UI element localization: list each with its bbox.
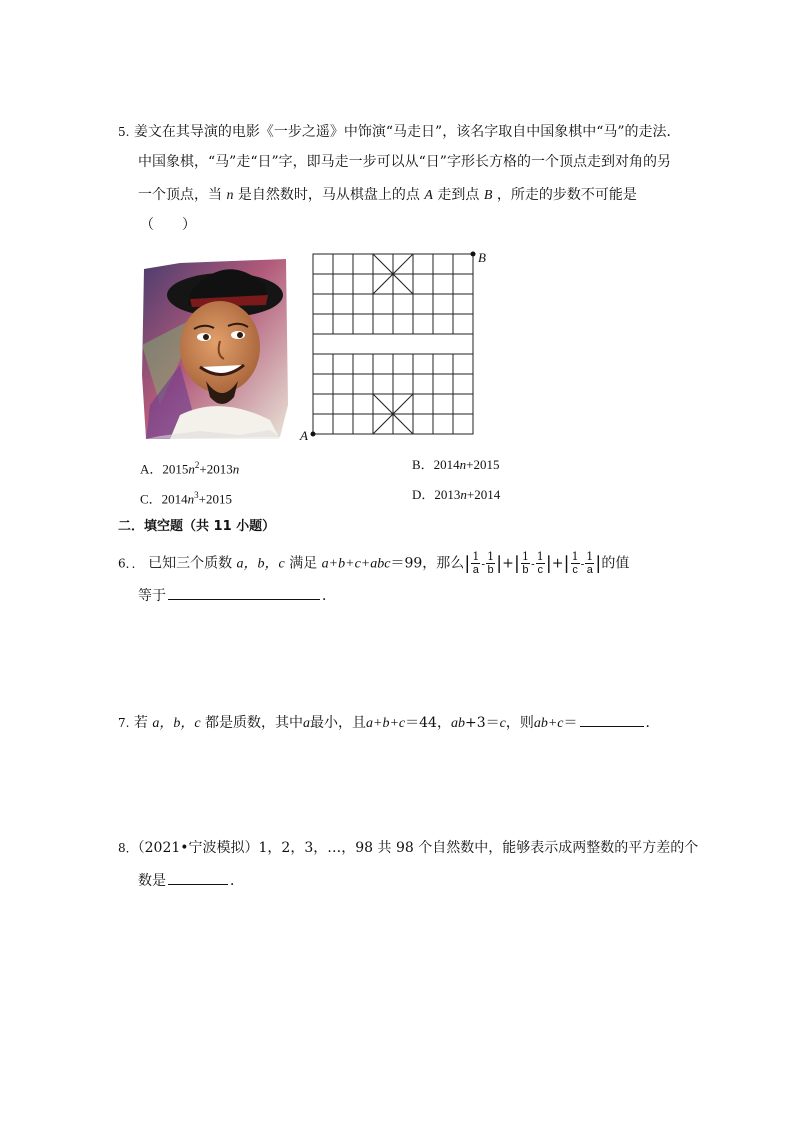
q8-answer-blank[interactable]: [168, 870, 228, 885]
option-b-pre: 2014: [433, 457, 460, 472]
q6-line-2: [138, 585, 336, 606]
option-a-letter: A．: [140, 461, 163, 477]
q7-line: [118, 712, 660, 734]
q8-number: 8．: [118, 841, 138, 855]
q5-text-3b: 是自然数时，马从棋盘上的点: [237, 187, 420, 203]
q6-text-b: 满足: [289, 555, 318, 572]
option-d-letter: D．: [412, 487, 435, 502]
frac-den-b: b: [487, 564, 494, 576]
q7-end: ．: [645, 715, 660, 731]
option-c-sup: 3: [194, 490, 199, 500]
frac-num: 1: [521, 550, 529, 563]
plus-1: +: [502, 555, 514, 572]
label-A: A: [300, 428, 308, 443]
option-b-letter: B．: [412, 457, 434, 472]
frac-1-over-a: [471, 551, 480, 576]
q7-eq2-val: +3＝: [464, 715, 500, 731]
q7-var-a: a: [303, 716, 311, 731]
q8-line-1: [118, 838, 698, 858]
q5-text-3d: ，所走的步数不可能是: [496, 187, 637, 203]
abs-bar-6: |: [595, 552, 602, 574]
q6-eq-val: ＝99，那么: [390, 555, 465, 572]
option-c-pre: 2014: [161, 491, 188, 507]
option-c[interactable]: [140, 486, 232, 508]
q7-number: 7.: [118, 716, 130, 730]
frac-1-over-b-2: [521, 551, 530, 576]
option-d-var1: n: [460, 487, 467, 502]
minus-1: -: [481, 557, 486, 571]
q5-line-1: [118, 122, 681, 142]
option-b-mid: +2015: [466, 457, 500, 472]
option-b[interactable]: [412, 456, 500, 474]
point-B-marker: [471, 252, 476, 257]
abs-bar-5: |: [563, 552, 570, 574]
frac-num: 1: [586, 550, 594, 563]
q5-line-3: [138, 185, 637, 206]
q6-answer-blank[interactable]: [168, 585, 320, 600]
option-a-sup: 2: [194, 460, 200, 470]
frac-den-c: c: [572, 564, 578, 576]
q5-text-3c: 走到点: [437, 187, 480, 203]
q5-answer-paren: （ ）: [140, 217, 196, 233]
q6-line-2-text: 等于: [138, 588, 166, 604]
frac-1-over-c: [536, 551, 545, 576]
q5-text-2: 中国象棋，“马”走“日”字，即马走一步可以从“日”字形长方格的一个顶点走到对角的另: [138, 154, 671, 170]
chinese-chess-board: [298, 248, 498, 443]
q5-var-A: A: [424, 188, 433, 203]
minus-3: -: [580, 557, 585, 571]
minus-2: -: [530, 557, 535, 571]
option-b-var1: n: [459, 457, 467, 472]
q7-text-b: 都是质数，其中: [205, 715, 304, 731]
q6-eq: a+b+c+abc: [321, 556, 391, 572]
q7-text-d: ，则: [505, 715, 534, 731]
abs-bar-4: |: [545, 552, 552, 574]
portrait-photo: [140, 255, 290, 440]
plus-2: +: [551, 555, 564, 572]
q7-eq3-val: ＝: [563, 715, 578, 731]
frac-den-b: b: [522, 564, 529, 576]
frac-1-over-c-2: [571, 551, 580, 576]
q7-vars: a，b，c: [152, 716, 201, 731]
section-title-fill-in: 二．填空题（共 11 小题）: [118, 519, 276, 534]
q7-answer-blank[interactable]: [580, 712, 644, 727]
q7-text-c: 最小，且: [310, 715, 367, 731]
option-a-pre: 2015: [162, 461, 189, 477]
q7-eq3: ab+c: [533, 716, 564, 731]
label-B: B: [478, 250, 486, 265]
frac-1-over-a-2: [585, 551, 594, 576]
option-a-var2: n: [232, 461, 240, 477]
q6-vars: a，b，c: [236, 556, 285, 572]
point-A-marker: [311, 432, 316, 437]
q5-var-B: B: [483, 188, 493, 203]
q7-var-c: c: [499, 716, 506, 731]
q6-line-1: [118, 551, 629, 576]
q8-text-2: 数是: [138, 873, 166, 889]
abs-bar-3: |: [513, 552, 520, 574]
abs-bar-2: |: [496, 552, 503, 574]
q8-line-2: [138, 870, 244, 891]
frac-1-over-b: [486, 551, 495, 576]
option-c-var1: n: [187, 491, 195, 507]
q5-text-3a: 一个顶点，当: [138, 187, 222, 203]
frac-den-a: a: [586, 564, 593, 576]
frac-num: 1: [536, 550, 544, 563]
option-d-pre: 2013: [434, 487, 461, 502]
q7-eq1-val: ＝44，: [405, 715, 451, 731]
q6-end: ．: [322, 588, 336, 604]
frac-num: 1: [472, 550, 480, 563]
option-d[interactable]: [412, 486, 500, 504]
option-c-letter: C．: [140, 491, 162, 507]
q6-text-a: 已知三个质数: [148, 555, 233, 572]
option-a-var1: n: [188, 461, 195, 477]
option-c-mid: +2015: [198, 491, 233, 507]
q7-eq1: a+b+c: [366, 716, 406, 731]
frac-num: 1: [571, 550, 579, 563]
option-a[interactable]: [140, 456, 239, 478]
q7-text-a: 若: [133, 715, 148, 731]
option-a-mid: +2013: [199, 461, 233, 477]
q6-text-c: 的值: [601, 555, 630, 572]
option-d-mid: +2014: [466, 487, 501, 502]
q5-number: 5.: [118, 125, 130, 139]
q6-number: 6．．: [118, 556, 144, 571]
q5-line-2: [138, 152, 671, 172]
frac-num: 1: [487, 550, 495, 563]
q7-eq2: ab: [450, 716, 465, 731]
frac-den-a: a: [472, 564, 479, 576]
q5-var-n: n: [226, 188, 234, 203]
frac-den-c: c: [537, 564, 543, 576]
q8-text-1: （2021•宁波模拟）1，2，3，…，98 共 98 个自然数中，能够表示成两整数的平方差的个: [137, 840, 699, 856]
abs-bar-1: |: [464, 552, 471, 574]
q8-end: ．: [230, 873, 244, 889]
q5-text-1: 姜文在其导演的电影《一步之遥》中饰演“马走日”，该名字取自中国象棋中“马”的走法．: [133, 124, 681, 140]
